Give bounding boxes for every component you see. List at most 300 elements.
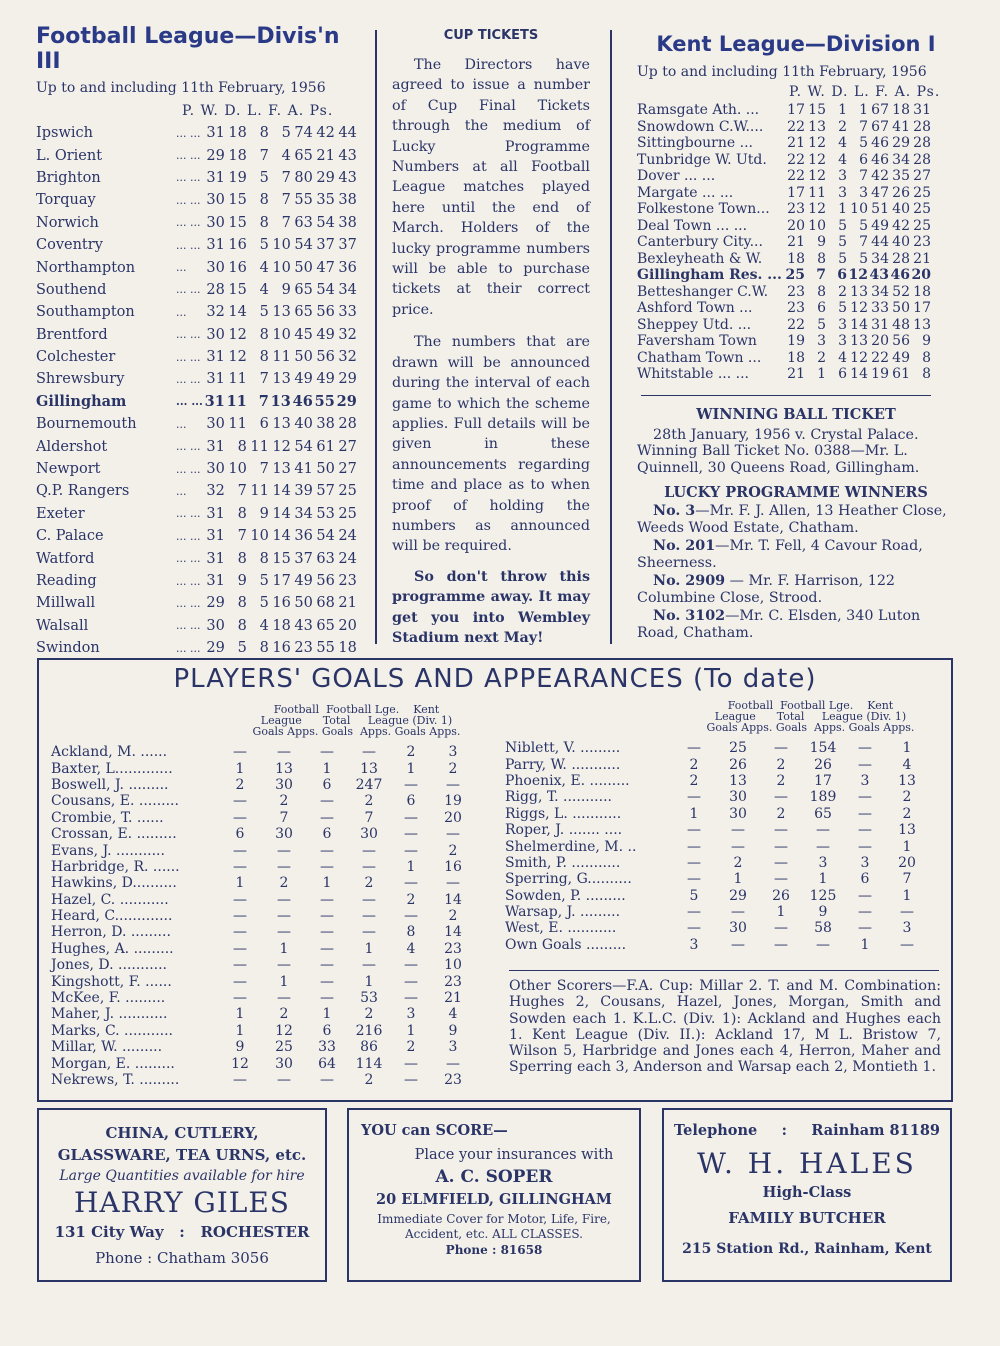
player-stat: 13 xyxy=(898,822,916,839)
kent-row xyxy=(637,218,931,235)
player-stat: 30 xyxy=(729,805,747,822)
lucky-winner-item xyxy=(637,503,955,536)
stat-cell: 25 xyxy=(785,267,805,284)
stat-cell: 22 xyxy=(787,118,805,135)
player-stat: — xyxy=(774,920,788,937)
stat-cell: 5 xyxy=(259,304,269,321)
stat-cell: 50 xyxy=(294,595,313,612)
stat-cell: 17 xyxy=(913,300,931,317)
kent-row xyxy=(637,119,931,136)
player-stat: — xyxy=(404,990,418,1007)
player-stat: — xyxy=(233,891,247,908)
stat-cell: 5 xyxy=(859,250,868,267)
stat-cell: 37 xyxy=(316,237,335,254)
stat-cell: 56 xyxy=(316,304,335,321)
players-title: PLAYERS' GOALS AND APPEARANCES (To date) xyxy=(173,664,817,694)
player-stat: — xyxy=(404,809,418,826)
stat-cell: 49 xyxy=(892,349,910,366)
player-stat: 2 xyxy=(776,772,786,789)
player-stat: 216 xyxy=(355,1022,383,1039)
ad-hales-line-1 xyxy=(664,1122,950,1139)
players-header-line-1: Football Football Lge. Kent xyxy=(273,703,440,716)
leader-dots: ... ... xyxy=(176,529,201,543)
player-stat: 6 xyxy=(322,1022,332,1039)
stat-cell: 53 xyxy=(316,505,335,522)
stat-cell: 18 xyxy=(228,125,247,142)
stat-cell: 29 xyxy=(206,147,225,164)
player-stat: 7 xyxy=(902,871,912,888)
player-stat: — xyxy=(277,908,291,925)
player-stat: 247 xyxy=(355,776,383,793)
player-stat: 30 xyxy=(275,776,293,793)
team-name: Torquay xyxy=(36,192,96,209)
player-stat: — xyxy=(320,990,334,1007)
stat-cell: 57 xyxy=(316,483,335,500)
stat-cell: 50 xyxy=(294,259,313,276)
stat-cell: 21 xyxy=(787,135,805,152)
ad-giles-line-3: Large Quantities available for hire xyxy=(59,1168,305,1184)
player-stat: 1 xyxy=(776,904,786,921)
stat-cell: 45 xyxy=(294,326,313,343)
player-stat: — xyxy=(233,940,247,957)
player-stat: 9 xyxy=(448,1022,458,1039)
stat-cell: 54 xyxy=(316,281,335,298)
stat-cell: 11 xyxy=(250,483,269,500)
division3-row xyxy=(36,189,357,211)
stat-cell: 38 xyxy=(338,192,357,209)
player-stat: — xyxy=(687,871,701,888)
stat-cell: 18 xyxy=(787,349,805,366)
player-row xyxy=(505,920,929,936)
player-stat: 3 xyxy=(448,744,458,761)
stat-cell: 22 xyxy=(787,151,805,168)
player-stat: 1 xyxy=(364,940,374,957)
player-stat: 7 xyxy=(279,809,289,826)
stat-cell: 6 xyxy=(838,366,847,383)
player-name: Sperring, G.......... xyxy=(505,871,632,888)
ad-giles-line-5: 131 City Way : ROCHESTER xyxy=(54,1223,310,1241)
stat-cell: 20 xyxy=(871,333,889,350)
stat-cell: 8 xyxy=(259,349,269,366)
stat-cell: 34 xyxy=(338,281,357,298)
player-stat: 6 xyxy=(322,776,332,793)
team-name: Bexleyheath & W. xyxy=(637,250,763,267)
ad-giles-line-6: Phone : Chatham 3056 xyxy=(95,1249,269,1267)
player-name: Jones, D. ........... xyxy=(51,957,168,974)
player-name: Hawkins, D.......... xyxy=(51,875,177,892)
leader-dots: ... ... xyxy=(176,171,201,185)
stat-cell: 15 xyxy=(228,192,247,209)
division3-table xyxy=(36,122,357,659)
player-stat: 30 xyxy=(729,789,747,806)
player-stat: 6 xyxy=(406,793,416,810)
stat-cell: 49 xyxy=(871,217,889,234)
stat-cell: 14 xyxy=(272,528,291,545)
other-scorers-rule xyxy=(509,970,939,971)
stat-cell: 13 xyxy=(272,461,291,478)
stat-cell: 49 xyxy=(294,371,313,388)
stat-cell: 33 xyxy=(338,304,357,321)
ad-giles-line-1: CHINA, CUTLERY, xyxy=(105,1124,259,1142)
players-header-line-2: League Total League (Div. 1) xyxy=(260,714,453,727)
player-stat: — xyxy=(277,1072,291,1088)
stat-cell: 34 xyxy=(871,283,889,300)
player-stat: 1 xyxy=(322,760,332,777)
team-name: Sittingbourne ... xyxy=(637,135,753,152)
team-name: Canterbury City... xyxy=(637,234,763,251)
player-row xyxy=(505,937,929,953)
player-stat: 2 xyxy=(406,1039,416,1056)
player-stat: 1 xyxy=(279,940,289,957)
stat-cell: 46 xyxy=(871,151,889,168)
kent-row xyxy=(637,366,931,383)
team-name: Brighton xyxy=(36,169,101,186)
leader-dots: ... ... xyxy=(176,462,201,476)
stat-cell: 19 xyxy=(787,333,805,350)
player-stat: 4 xyxy=(448,1006,458,1023)
kent-row xyxy=(637,333,931,350)
stat-cell: 56 xyxy=(316,573,335,589)
player-stat: 14 xyxy=(444,924,462,941)
division3-row xyxy=(36,525,357,547)
player-name: Phoenix, E. ......... xyxy=(505,772,630,789)
player-row xyxy=(51,875,475,891)
stat-cell: 3 xyxy=(817,333,826,350)
player-row xyxy=(505,871,929,887)
player-stat: 13 xyxy=(898,772,916,789)
stat-cell: 8 xyxy=(237,438,247,455)
ad-hales-telephone-number: Rainham 81189 xyxy=(811,1122,940,1139)
player-stat: — xyxy=(320,973,334,990)
stat-cell: 18 xyxy=(228,147,247,164)
stat-cell: 54 xyxy=(316,528,335,545)
stat-cell: 61 xyxy=(892,366,910,383)
player-stat: — xyxy=(320,1072,334,1088)
stat-cell: 56 xyxy=(892,333,910,350)
stat-cell: 21 xyxy=(787,366,805,383)
kent-row xyxy=(637,317,931,334)
stat-cell: 51 xyxy=(871,201,889,218)
stat-cell: 16 xyxy=(272,640,291,657)
stat-cell: 43 xyxy=(869,267,889,284)
team-name: Margate ... ... xyxy=(637,184,734,201)
stat-cell: 28 xyxy=(206,281,225,298)
kent-title: Kent League—Division I xyxy=(656,32,936,56)
cup-tickets-section xyxy=(392,28,590,648)
stat-cell: 31 xyxy=(206,438,225,455)
player-name: Kingshott, F. ...... xyxy=(51,973,172,990)
leader-dots: ... ... xyxy=(176,619,201,633)
player-stat: 2 xyxy=(448,842,458,859)
kent-row xyxy=(637,168,931,185)
stat-cell: 32 xyxy=(338,349,357,366)
stat-cell: 22 xyxy=(787,316,805,333)
stat-cell: 38 xyxy=(316,416,335,433)
stat-cell: 32 xyxy=(338,326,357,343)
team-name: Faversham Town xyxy=(637,333,757,350)
stat-cell: 42 xyxy=(316,125,335,142)
player-stat: — xyxy=(404,973,418,990)
stat-cell: 25 xyxy=(338,505,357,522)
player-stat: — xyxy=(320,891,334,908)
player-row xyxy=(505,888,929,904)
stat-cell: 56 xyxy=(316,349,335,366)
player-stat: 2 xyxy=(902,805,912,822)
stat-cell: 11 xyxy=(808,184,826,201)
stat-cell: 46 xyxy=(871,135,889,152)
ad-hales-line-2: W. H. HALES xyxy=(697,1147,917,1180)
player-name: Riggs, L. ........... xyxy=(505,805,622,822)
stat-cell: 29 xyxy=(316,169,335,186)
players-header-line-3: Goals Apps. Goals Apps. Goals Apps. xyxy=(252,725,461,738)
stat-cell: 65 xyxy=(316,617,335,634)
player-stat: 3 xyxy=(406,1006,416,1023)
team-name: Gillingham Res. ... xyxy=(637,267,782,284)
player-stat: 2 xyxy=(689,772,699,789)
division3-row xyxy=(36,637,357,659)
player-stat: — xyxy=(687,854,701,871)
player-stat: — xyxy=(774,871,788,888)
stat-cell: 16 xyxy=(272,595,291,612)
team-name: Colchester xyxy=(36,349,116,366)
kent-row xyxy=(637,300,931,317)
stat-cell: 14 xyxy=(850,316,868,333)
player-stat: 23 xyxy=(444,1072,462,1088)
other-scorers xyxy=(509,978,941,1076)
stat-cell: 12 xyxy=(848,267,868,284)
player-stat: — xyxy=(277,924,291,941)
stat-cell: 52 xyxy=(892,283,910,300)
player-row xyxy=(505,838,929,854)
stat-cell: 5 xyxy=(838,250,847,267)
team-name: Southampton xyxy=(36,304,135,321)
stat-cell: 1 xyxy=(817,366,826,383)
stat-cell: 21 xyxy=(913,250,931,267)
player-stat: 6 xyxy=(860,871,870,888)
stat-cell: 39 xyxy=(294,483,313,500)
lucky-winner-item xyxy=(637,573,955,606)
stat-cell: 31 xyxy=(206,349,225,366)
stat-cell: 40 xyxy=(892,234,910,251)
stat-cell: 46 xyxy=(292,393,313,411)
player-row xyxy=(505,773,929,789)
team-name: Exeter xyxy=(36,505,85,522)
stat-cell: 23 xyxy=(787,283,805,300)
stat-cell: 8 xyxy=(237,550,247,567)
stat-cell: 7 xyxy=(859,234,868,251)
stat-cell: 3 xyxy=(838,333,847,350)
stat-cell: 12 xyxy=(808,201,826,218)
stat-cell: 5 xyxy=(259,169,269,186)
stat-cell: 55 xyxy=(316,640,335,657)
player-stat: 33 xyxy=(318,1039,336,1056)
player-stat: — xyxy=(320,744,334,761)
kent-row xyxy=(637,185,931,202)
player-stat: — xyxy=(816,822,830,839)
team-name: Coventry xyxy=(36,237,103,254)
team-name: Brentford xyxy=(36,326,108,343)
team-name: Ashford Town ... xyxy=(637,300,753,317)
player-name: Maher, J. ........... xyxy=(51,1006,168,1023)
player-stat: — xyxy=(320,908,334,925)
stat-cell: 47 xyxy=(316,259,335,276)
stat-cell: 22 xyxy=(787,168,805,185)
stat-cell: 24 xyxy=(338,528,357,545)
stat-cell: 7 xyxy=(816,267,826,284)
stat-cell: 7 xyxy=(259,371,269,388)
player-stat: 30 xyxy=(729,920,747,937)
leader-dots: ... ... xyxy=(176,574,201,588)
player-row xyxy=(51,1006,475,1022)
player-name: Crombie, T. ...... xyxy=(51,809,164,826)
stat-cell: 10 xyxy=(228,461,247,478)
player-stat: — xyxy=(233,973,247,990)
stat-cell: 34 xyxy=(871,250,889,267)
stat-cell: 54 xyxy=(316,214,335,231)
ad-soper-line-1: YOU can SCORE— xyxy=(361,1122,508,1139)
player-stat: 2 xyxy=(279,875,289,892)
stat-cell: 8 xyxy=(259,550,269,567)
kent-header: P. W. D. L. F. A. Ps. xyxy=(789,84,941,100)
player-stat: 5 xyxy=(689,887,699,904)
stat-cell: 4 xyxy=(281,147,291,164)
player-name: Parry, W. ........... xyxy=(505,756,621,773)
stat-cell: 25 xyxy=(913,201,931,218)
stat-cell: 67 xyxy=(871,118,889,135)
player-stat: 86 xyxy=(360,1039,378,1056)
player-stat: 58 xyxy=(814,920,832,937)
stat-cell: 50 xyxy=(316,461,335,478)
stat-cell: 2 xyxy=(817,349,826,366)
stat-cell: 15 xyxy=(808,102,826,119)
stat-cell: 49 xyxy=(316,326,335,343)
stat-cell: 14 xyxy=(850,366,868,383)
lucky-winner-text: —Mr. F. J. Allen, 13 Heather Close, Weeds Wood Estate, Chatham. xyxy=(637,503,947,536)
stat-cell: 12 xyxy=(228,349,247,366)
player-stat: 1 xyxy=(406,1022,416,1039)
stat-cell: 29 xyxy=(206,595,225,612)
player-stat: — xyxy=(233,924,247,941)
stat-cell: 31 xyxy=(206,528,225,545)
stat-cell: 5 xyxy=(838,234,847,251)
stat-cell: 12 xyxy=(808,135,826,152)
team-name: Deal Town ... ... xyxy=(637,217,748,234)
player-name: Hazel, C. ........... xyxy=(51,891,169,908)
stat-cell: 9 xyxy=(817,234,826,251)
player-name: McKee, F. ......... xyxy=(51,990,166,1007)
player-stat: — xyxy=(233,990,247,1007)
player-stat: 23 xyxy=(444,940,462,957)
stat-cell: 5 xyxy=(838,217,847,234)
lucky-number: No. 3102 xyxy=(653,608,726,624)
leader-dots: ... ... xyxy=(176,395,203,409)
stat-cell: 35 xyxy=(316,192,335,209)
stat-cell: 13 xyxy=(272,371,291,388)
stat-cell: 36 xyxy=(294,528,313,545)
stat-cell: 37 xyxy=(338,237,357,254)
stat-cell: 5 xyxy=(817,316,826,333)
player-stat: — xyxy=(900,904,914,921)
player-name: Crossan, E. ......... xyxy=(51,826,177,843)
stat-cell: 37 xyxy=(294,550,313,567)
section-divider xyxy=(641,395,931,396)
stat-cell: 5 xyxy=(281,125,291,142)
stat-cell: 31 xyxy=(204,393,225,411)
stat-cell: 7 xyxy=(281,192,291,209)
stat-cell: 15 xyxy=(272,550,291,567)
stat-cell: 19 xyxy=(871,366,889,383)
stat-cell: 27 xyxy=(338,438,357,455)
player-stat: — xyxy=(858,887,872,904)
player-stat: — xyxy=(731,838,745,855)
team-name: Dover ... ... xyxy=(637,168,716,185)
stat-cell: 12 xyxy=(272,438,291,455)
stat-cell: 31 xyxy=(206,573,225,589)
player-stat: — xyxy=(687,904,701,921)
players-header-line-3: Goals Apps. Goals Apps. Goals Apps. xyxy=(706,721,915,734)
lucky-number: No. 3 xyxy=(653,503,696,519)
winning-ball-title: WINNING BALL TICKET xyxy=(696,405,896,423)
player-name: Smith, P. ........... xyxy=(505,854,621,871)
player-name: Morgan, E. ......... xyxy=(51,1055,175,1072)
division3-row xyxy=(36,570,357,592)
player-stat: 23 xyxy=(444,973,462,990)
stat-cell: 11 xyxy=(250,438,269,455)
division3-row xyxy=(36,144,357,166)
player-stat: — xyxy=(277,990,291,1007)
player-stat: — xyxy=(233,842,247,859)
player-stat: — xyxy=(774,789,788,806)
stat-cell: 25 xyxy=(338,483,357,500)
stat-cell: 10 xyxy=(808,217,826,234)
lucky-winners-title: LUCKY PROGRAMME WINNERS xyxy=(664,484,928,501)
player-stat: 1 xyxy=(733,871,743,888)
player-stat: 26 xyxy=(772,887,790,904)
stat-cell: 43 xyxy=(338,169,357,186)
player-stat: — xyxy=(277,842,291,859)
kent-row xyxy=(637,135,931,152)
player-stat: 16 xyxy=(444,858,462,875)
player-row xyxy=(51,1039,475,1055)
player-row xyxy=(505,756,929,772)
player-stat: 17 xyxy=(814,772,832,789)
player-stat: — xyxy=(233,744,247,761)
player-stat: — xyxy=(858,838,872,855)
stat-cell: 14 xyxy=(228,304,247,321)
stat-cell: 23 xyxy=(787,201,805,218)
division3-row xyxy=(36,615,357,637)
player-stat: 2 xyxy=(235,776,245,793)
stat-cell: 14 xyxy=(272,505,291,522)
stat-cell: 31 xyxy=(913,102,931,119)
player-stat: — xyxy=(858,756,872,773)
stat-cell: 30 xyxy=(206,461,225,478)
stat-cell: 31 xyxy=(206,125,225,142)
stat-cell: 49 xyxy=(316,371,335,388)
player-stat: 125 xyxy=(809,887,837,904)
player-row xyxy=(51,957,475,973)
player-stat: — xyxy=(404,957,418,974)
stat-cell: 8 xyxy=(259,192,269,209)
stat-cell: 31 xyxy=(206,169,225,186)
cup-tickets-paragraph-3: So don't throw this programme away. It may get you into Wembley Stadium next May! xyxy=(392,568,590,646)
stat-cell: 11 xyxy=(228,371,247,388)
stat-cell: 21 xyxy=(316,147,335,164)
team-name: Gillingham xyxy=(36,393,127,411)
player-stat: 14 xyxy=(444,891,462,908)
stat-cell: 12 xyxy=(228,326,247,343)
stat-cell: 55 xyxy=(314,393,335,411)
